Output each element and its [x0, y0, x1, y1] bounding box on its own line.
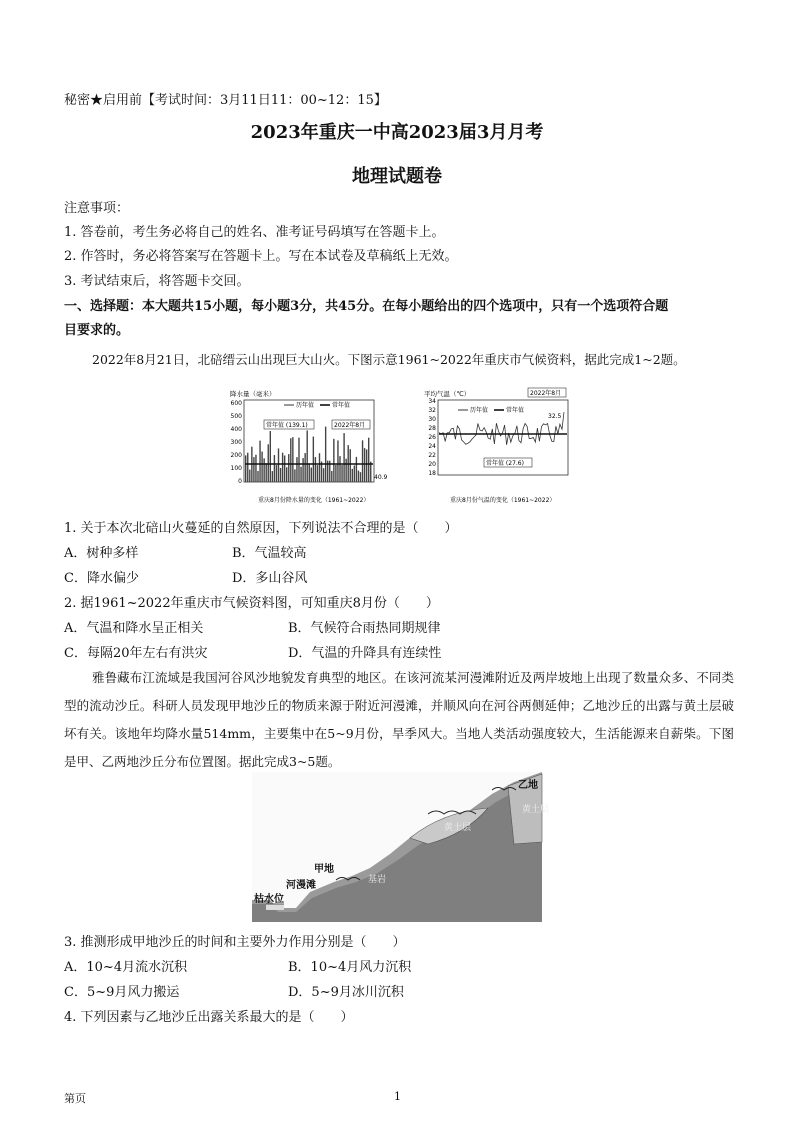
- legend-item: 常年值: [332, 402, 351, 409]
- precip-bar: [356, 457, 357, 482]
- precip-bar: [298, 438, 299, 482]
- precip-bar: [311, 468, 312, 482]
- q3-option-b: B．10~4月风力沉积: [288, 960, 412, 975]
- section-heading-cont: 目要求的。: [64, 323, 130, 338]
- callout-normal: 常年值 (27.6): [486, 460, 524, 467]
- precip-bar: [274, 455, 275, 482]
- precip-bar: [276, 465, 277, 482]
- dune-location-diagram: [252, 772, 550, 922]
- precip-bar: [245, 455, 246, 482]
- precip-bars: [245, 427, 371, 482]
- intro-paragraph-2: 雅鲁藏布江流域是我国河谷风沙地貌发育典型的地区。在该河流某河漫滩附近及两岸坡地上出现了数量众多、不同类型的流动沙丘。科研人员发现甲地沙丘的物质来源于附近河漫滩，并顺风向在河谷两侧延伸；乙地沙丘的出露与黄土层破坏有关。该地年均降水量514mm，主要集中在5~9月份，旱季风大。当地人类活动强度较大，生活能源来自薪柴。下图是甲、乙两地沙丘分布位置图。据此完成3~5题。: [64, 670, 734, 769]
- precip-bar: [255, 455, 256, 482]
- precip-bar: [259, 441, 260, 482]
- left-ylabel: 降水量（毫米）: [230, 390, 276, 398]
- precip-bar: [292, 437, 293, 482]
- precip-bar: [249, 470, 250, 482]
- question-3-stem: 3. 推测形成甲地沙丘的时间和主要外力作用分别是（ ）: [64, 935, 406, 950]
- page-subtitle: 地理试题卷: [352, 166, 442, 187]
- value-2022: 32.5: [548, 413, 562, 420]
- precip-bar: [270, 431, 271, 482]
- precip-bar: [272, 471, 273, 482]
- climate-charts: [228, 388, 578, 506]
- question-1-stem: 1. 关于本次北碚山火蔓延的自然原因，下列说法不合理的是（ ）: [64, 521, 458, 536]
- tick: 18: [428, 470, 436, 477]
- precip-bar: [315, 457, 316, 482]
- precip-bar: [364, 448, 365, 482]
- q1-option-c: C．降水偏少: [64, 571, 139, 586]
- precip-bar: [352, 469, 353, 482]
- q2-option-b: B．气候符合雨热同期规律: [288, 621, 441, 636]
- page-title: 2023年重庆一中高2023届3月月考: [250, 122, 544, 143]
- precip-bar: [339, 456, 340, 482]
- exam-time-line: 秘密★启用前【考试时间：3月11日11：00~12：15】: [64, 93, 387, 108]
- notes-heading: 注意事项：: [64, 201, 130, 216]
- tick: 34: [428, 398, 436, 405]
- tick: 26: [428, 434, 436, 441]
- label-floodplain: 河漫滩: [286, 880, 316, 891]
- tick: 200: [230, 452, 242, 459]
- precip-bar: [317, 465, 318, 482]
- callout-2022: 2022年8月: [334, 422, 366, 429]
- precip-bar: [268, 444, 269, 482]
- temp-series: [439, 412, 564, 445]
- precip-bar: [286, 467, 287, 482]
- q1-option-a: A．树种多样: [64, 546, 139, 561]
- tick: 500: [230, 413, 242, 420]
- q3-option-d: D．5~9月冰川沉积: [288, 985, 404, 1000]
- precip-bar: [282, 453, 283, 482]
- tick: 100: [230, 465, 242, 472]
- precip-bar: [313, 437, 314, 482]
- precip-bar: [333, 439, 334, 482]
- precip-bar: [290, 438, 291, 482]
- legend-item: 常年值: [506, 407, 525, 414]
- q2-option-a: A．气温和降水呈正相关: [64, 621, 204, 636]
- legend-item: 历年值: [470, 407, 489, 414]
- tick: 300: [230, 439, 242, 446]
- footer-label: 第页: [64, 1092, 86, 1105]
- precip-bar: [343, 433, 344, 482]
- precip-bar: [335, 465, 336, 482]
- question-2-stem: 2. 据1961~2022年重庆市气候资料图，可知重庆8月份（ ）: [64, 596, 439, 611]
- precip-bar: [341, 465, 342, 482]
- label-loess: 黄土层: [522, 805, 550, 815]
- q1-option-b: B．气温较高: [232, 546, 307, 561]
- precip-bar: [253, 457, 254, 482]
- precip-bar: [294, 469, 295, 482]
- q1-option-d: D．多山谷风: [232, 571, 308, 586]
- tick: 20: [428, 461, 436, 468]
- note-item: 3. 考试结束后，将答题卡交回。: [64, 274, 250, 289]
- note-item: 2. 作答时，务必将答案写在答题卡上。写在本试卷及草稿纸上无效。: [64, 249, 458, 264]
- tick: 32: [428, 407, 436, 414]
- precip-bar: [278, 448, 279, 482]
- tick: 400: [230, 426, 242, 433]
- precip-bar: [307, 430, 308, 482]
- q3-option-c: C．5~9月风力搬运: [64, 985, 180, 1000]
- precip-bar: [337, 440, 338, 482]
- precip-bar: [261, 452, 262, 482]
- tick: 0: [238, 478, 242, 485]
- precip-bar: [354, 465, 355, 482]
- tick: 24: [428, 443, 436, 450]
- precip-bar: [288, 454, 289, 482]
- section-heading: 一、选择题：本大题共15小题，每小题3分，共45分。在每小题给出的四个选项中，只有一个选项符合题: [64, 299, 669, 314]
- precip-bar: [362, 440, 363, 482]
- precip-bar: [300, 467, 301, 482]
- value-2022: 40.9: [374, 474, 388, 481]
- intro-paragraph-1: 2022年8月21日，北碚缙云山出现巨大山火。下图示意1961~2022年重庆市气候资料，据此完成1~2题。: [92, 352, 686, 367]
- label-bedrock: 基岩: [368, 875, 387, 885]
- precip-bar: [257, 471, 258, 482]
- tick: 22: [428, 452, 436, 459]
- precip-bar: [345, 459, 346, 482]
- precip-bar: [266, 463, 267, 482]
- legend-item: 历年值: [296, 402, 315, 409]
- precip-bar: [350, 449, 351, 482]
- tick: 30: [428, 416, 436, 423]
- precip-bar: [323, 468, 324, 482]
- page-number: 1: [394, 1090, 401, 1103]
- q3-option-a: A．10~4月流水沉积: [64, 960, 188, 975]
- precip-bar: [319, 453, 320, 482]
- precip-bar: [368, 438, 369, 482]
- tick: 600: [230, 400, 242, 407]
- q2-option-c: C．每隔20年左右有洪灾: [64, 646, 208, 661]
- callout-2022: 2022年8月: [530, 390, 562, 397]
- precip-bar: [366, 449, 367, 482]
- note-item: 1. 答卷前，考生务必将自己的姓名、准考证号码填写在答题卡上。: [64, 225, 445, 240]
- question-4-stem: 4. 下列因素与乙地沙丘出露关系最大的是（ ）: [64, 1010, 354, 1025]
- right-ylabel: 平均气温（℃）: [424, 390, 471, 398]
- precip-bar: [263, 458, 264, 482]
- q2-option-d: D．气温的升降具有连续性: [288, 646, 442, 661]
- tick: 28: [428, 425, 436, 432]
- left-caption: 重庆8月份降水量的变化（1961~2022）: [258, 497, 370, 504]
- precip-bar: [309, 463, 310, 482]
- precip-bar: [247, 453, 248, 482]
- precip-bar: [284, 455, 285, 482]
- right-caption: 重庆8月份气温的变化（1961~2022）: [450, 497, 556, 504]
- precip-bar: [358, 471, 359, 482]
- label-low-water: 枯水位: [254, 894, 284, 905]
- callout-normal: 常年值 (139.1): [266, 422, 308, 429]
- label-yi: 乙地: [518, 780, 538, 791]
- precip-bar: [296, 457, 297, 482]
- precip-bar: [325, 427, 326, 482]
- precip-bar: [360, 472, 361, 482]
- precip-bar: [280, 468, 281, 482]
- precip-bar: [302, 458, 303, 482]
- precip-bar: [331, 471, 332, 482]
- label-jia: 甲地: [314, 864, 334, 875]
- label-loess-mid: 黄土层: [444, 823, 472, 833]
- precip-bar: [304, 453, 305, 482]
